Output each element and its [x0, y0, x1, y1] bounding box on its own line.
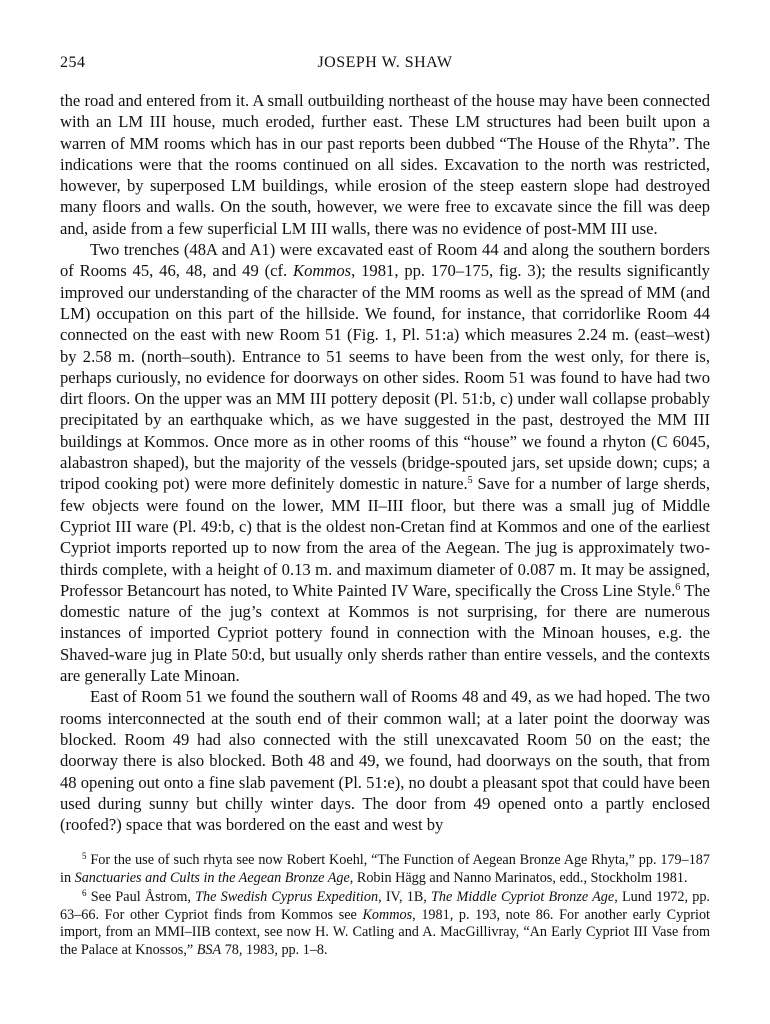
footnote-ref: 5	[467, 475, 473, 487]
footnote	[60, 889, 710, 959]
running-head: JOSEPH W. SHAW	[317, 54, 453, 71]
italic-title: BSA	[196, 941, 222, 958]
text-run: Save for a number of large sherds, few objects were found on the lower, MM II–III floor, but there was a small jug of Middle Cypriot III ware (Pl. 49:b, c) that is the oldest non-Cretan find at Kommos and one of the earliest Cypriot imports reported up to now from the area of the Aegean. The jug is approximately two-thirds complete, with a height of 0.13 m. and maximum diameter of 0.087 m. It may be assigned, Professor Betancourt has noted, to White Painted IV Ware, specifically the Cross Line Style.	[60, 474, 710, 600]
footnote-ref: 6	[82, 888, 87, 898]
text-run: For the use of such rhyta see now Robert Koehl, “The Function of Aegean Bronze Age Rhyta,” pp. 179–187 in	[60, 852, 710, 886]
text-run: , 1981, p. 193, note 86. For another early Cypriot import, from an MMI–IIB context, see now H. W. Catling and A. MacGillivray, “An Early Cypriot III Vase from the Palace at Knossos,”	[60, 906, 710, 958]
text-run: , 1981, pp. 170–175, fig. 3); the results significantly improved our understanding of the character of the MM rooms as well as the spread of MM (and LM) occupation on this part of the hillside. We found, for instance, that corridorlike Room 44 connected on the east with new Room 51 (Fig. 1, Pl. 51:a) which measures 2.24 m. (east–west) by 2.58 m. (north–south). Entrance to 51 seems to have been from the west only, for there is, perhaps curiously, no evidence for doorways on other sides. Room 51 was found to have had two dirt floors. On the upper was an MM III pottery deposit (Pl. 51:b, c) under wall collapse probably precipitated by an earthquake which, as we have suggested in the past, destroyed the MM III buildings at Kommos. Once more as in other rooms of this “house” we found a rhyton (C 6045, alabastron shaped), but the majority of the vessels (bridge-spouted jars, set upside down; cups; a tripod cooking pot) were more definitely domestic in nature.	[60, 261, 710, 494]
page-number: 254	[60, 54, 86, 71]
footnote-ref: 6	[675, 581, 681, 593]
text-run: the road and entered from it. A small outbuilding northeast of the house may have been connected with an LM III house, much eroded, further east. These LM structures had been built upon a warren of MM rooms which has in our past reports been dubbed “The House of the Rhyta”. The indications were that the rooms continued on all sides. Excavation to the north was restricted, however, by superposed LM buildings, while erosion of the steep eastern slope had destroyed many floors and walls. On the south, however, we were free to excavate since the fill was deep and, aside from a few superficial LM III walls, there was no evidence of post-MM III use.	[60, 91, 710, 238]
footnote	[60, 852, 710, 887]
text-run: The domestic nature of the jug’s context at Kommos is not surprising, for there are numerous instances of imported Cypriot pottery found in connection with the Minoan houses, e.g. the Shaved-ware jug in Plate 50:d, but usually only sherds rather than entire vessels, and the contexts are generally Late Minoan.	[60, 580, 710, 686]
text-run: , IV, 1B,	[378, 889, 432, 905]
paragraph	[60, 90, 710, 239]
body-text	[60, 90, 710, 835]
text-run: , Robin Hägg and Nanno Marinatos, edd., Stockholm 1981.	[349, 869, 688, 886]
footnote-ref: 5	[82, 851, 87, 861]
text-run: 78, 1983, pp. 1–8.	[221, 941, 328, 958]
italic-title: Kommos	[362, 906, 413, 923]
page-header	[60, 54, 710, 78]
footnotes	[60, 852, 710, 961]
text-run: See Paul Åstrom,	[86, 889, 196, 905]
italic-title: Sanctuaries and Cults in the Aegean Bronze Age	[74, 869, 350, 886]
text-run: East of Room 51 we found the southern wall of Rooms 48 and 49, as we had hoped. The two rooms interconnected at the south end of their common wall; at a later point the doorway was blocked. Room 49 had also connected with the still unexcavated Room 50 on the east; the doorway there is also blocked. Both 48 and 49, we found, had doorways on the south, that from 48 opening out onto a fine slab pavement (Pl. 51:e), no doubt a pleasant spot that could have been used during sunny but chilly winter days. The door from 49 opened onto a partly enclosed (roofed?) space that was bordered on the east and west by	[60, 687, 710, 835]
paragraph	[60, 686, 710, 835]
italic-title: The Middle Cypriot Bronze Age	[431, 889, 615, 905]
text-run: , Lund 1972, pp. 63–66. For other Cypriot finds from Kommos see	[60, 889, 710, 923]
italic-title: Kommos	[293, 261, 352, 281]
paragraph	[60, 239, 710, 686]
italic-title: The Swedish Cyprus Expedition	[195, 889, 379, 905]
text-run: Two trenches (48A and A1) were excavated east of Room 44 and along the southern borders of Rooms 45, 46, 48, and 49 (cf.	[60, 240, 710, 281]
